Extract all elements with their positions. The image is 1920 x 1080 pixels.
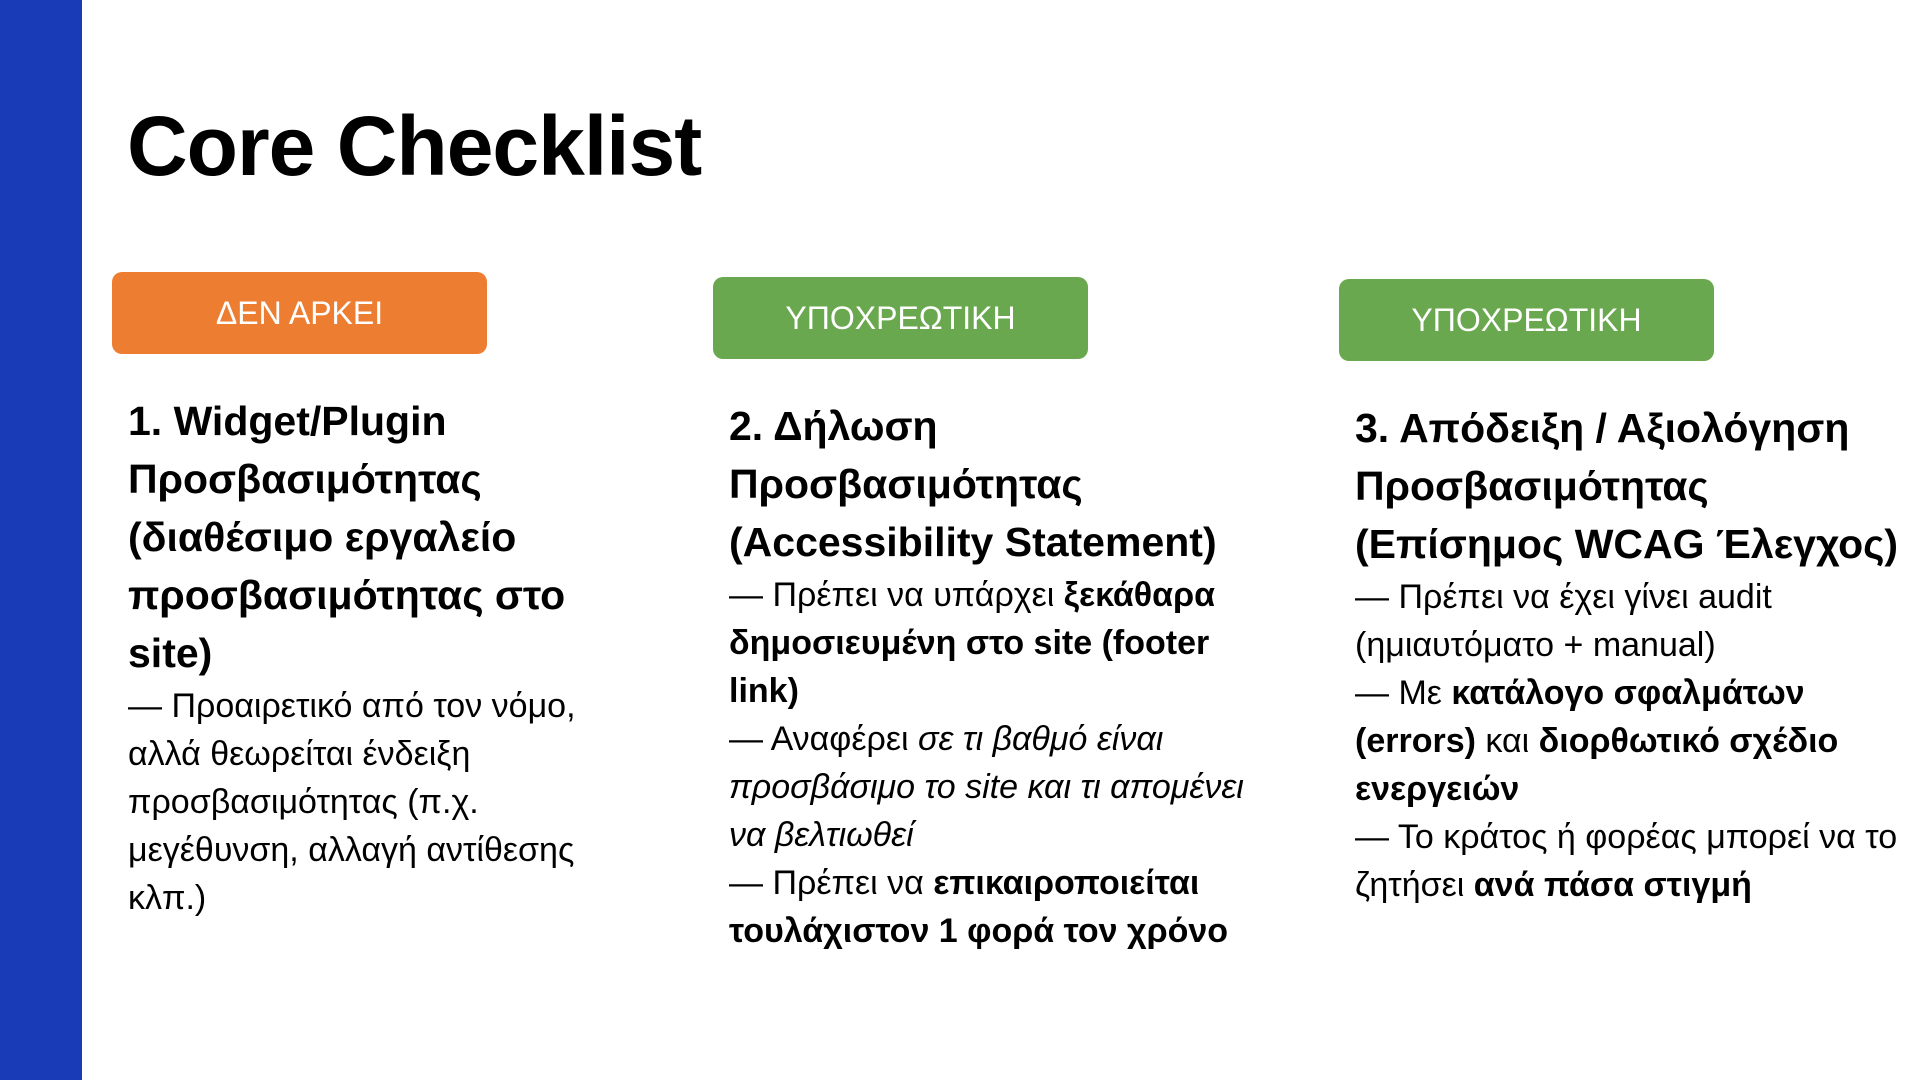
bullet-line <box>1355 573 1899 669</box>
column-lines <box>1355 573 1899 909</box>
status-badge: ΥΠΟΧΡΕΩΤΙΚΗ <box>1339 279 1714 361</box>
column-title: 1. Widget/Plugin Προσβασιμότητας (διαθέσιμο εργαλείο προσβασιμότητας στο site) <box>128 398 566 676</box>
emphasis-bold-text: ξεκάθαρα δημοσιευμένη στο site (footer link) <box>729 576 1216 710</box>
column-title: 2. Δήλωση Προσβασιμότητας (Accessibility Statement) <box>729 403 1217 565</box>
checklist-column-widget <box>112 272 632 922</box>
status-badge: ΔΕΝ ΑΡΚΕΙ <box>112 272 487 354</box>
emphasis-bold-text: ανά πάσα στιγμή <box>1473 866 1752 904</box>
body-text: — Πρέπει να <box>729 864 934 902</box>
slide-title: Core Checklist <box>127 99 702 193</box>
status-badge: ΥΠΟΧΡΕΩΤΙΚΗ <box>713 277 1088 359</box>
emphasis-bold-text: κατάλογο σφαλμάτων (errors) <box>1355 674 1805 760</box>
bullet-line <box>729 859 1263 955</box>
column-body <box>112 392 632 922</box>
body-text: — Το κράτος ή φορέας μπορεί να το ζητήσει <box>1355 818 1898 904</box>
side-accent-bar <box>0 0 82 1080</box>
column-body <box>713 397 1263 955</box>
bullet-line <box>729 571 1263 715</box>
bullet-line <box>1355 669 1899 813</box>
emphasis-italic-text: σε τι βαθμό είναι προσβάσιμο το site και τι απομένει να βελτιωθεί <box>729 720 1244 854</box>
column-title: 3. Απόδειξη / Αξιολόγηση Προσβασιμότητας (Επίσημος WCAG Έλεγχος) <box>1355 405 1899 567</box>
body-text: — Πρέπει να υπάρχει <box>729 576 1064 614</box>
bullet-line <box>1355 813 1899 909</box>
body-text: — Προαιρετικό από τον νόμο, αλλά θεωρείται ένδειξη προσβασιμότητας (π.χ. μεγέθυνση, αλλαγή αντίθεσης κλπ.) <box>128 687 576 917</box>
emphasis-bold-text: διορθωτικό σχέδιο ενεργειών <box>1355 722 1839 808</box>
checklist-column-statement <box>713 277 1263 955</box>
bullet-line <box>729 715 1263 859</box>
body-text: — Πρέπει να έχει γίνει audit (ημιαυτόματο + manual) <box>1355 578 1772 664</box>
checklist-column-audit <box>1339 279 1899 909</box>
emphasis-bold-text: επικαιροποιείται τουλάχιστον 1 φορά τον χρόνο <box>729 864 1229 950</box>
column-lines <box>128 682 632 922</box>
body-text: και <box>1475 722 1539 760</box>
column-lines <box>729 571 1263 955</box>
body-text: — Με <box>1355 674 1452 712</box>
body-text: — Αναφέρει <box>729 720 918 758</box>
column-body <box>1339 399 1899 909</box>
bullet-line <box>128 682 632 922</box>
